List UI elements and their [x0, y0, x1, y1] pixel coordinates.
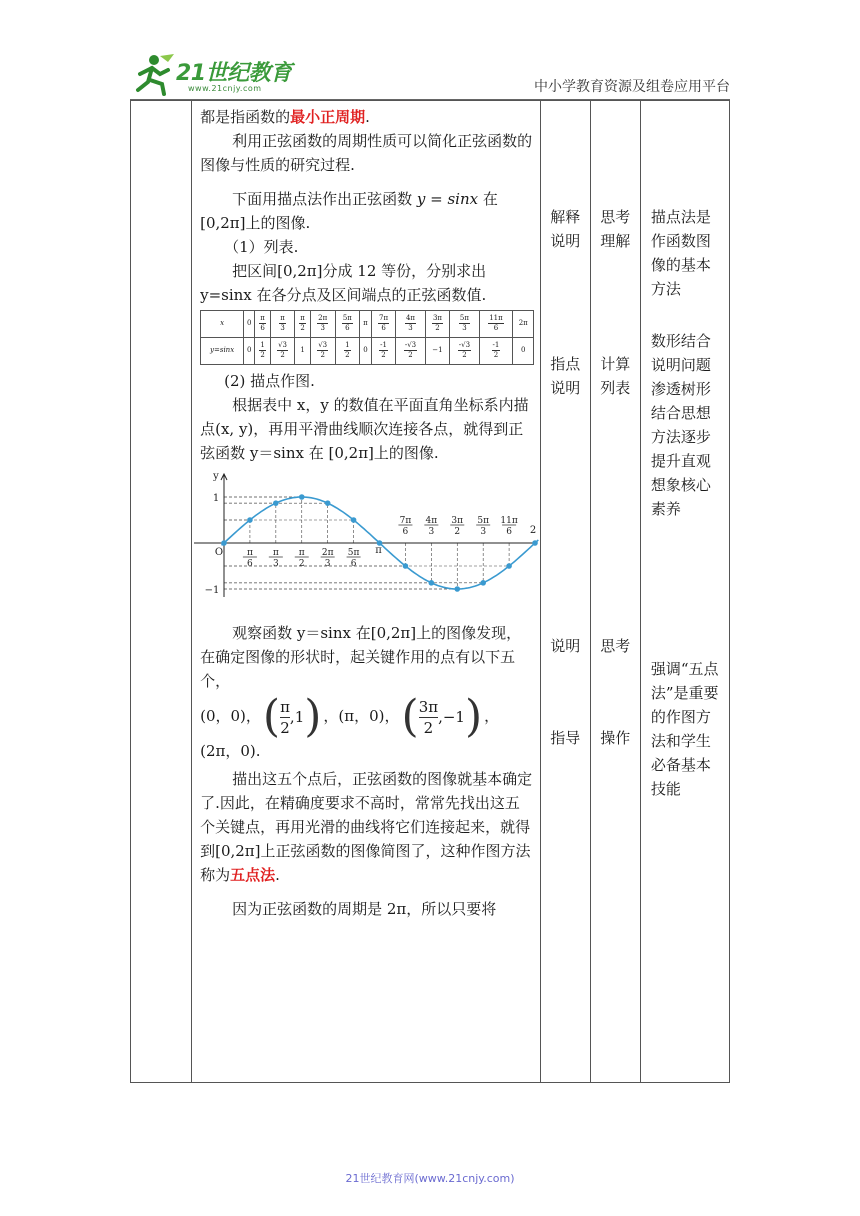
intent-note-3: 强调“五点法”是重要的作图方法和学生必备基本技能	[650, 660, 719, 798]
lesson-table	[130, 100, 730, 1083]
data-point	[273, 500, 279, 506]
x-tick-label: 5π	[477, 516, 490, 526]
data-point	[429, 580, 435, 586]
origin-label: O	[214, 547, 224, 558]
paragraph-2: 利用正弦函数的周期性质可以简化正弦函数的图像与性质的研究过程.	[200, 132, 533, 174]
table-cell-x: $\frac{3\pi}{2}$	[425, 311, 450, 338]
data-point	[455, 586, 461, 592]
table-cell-x: $\frac{5\pi}{3}$	[450, 311, 479, 338]
logo	[130, 52, 350, 98]
table-cell-x: $\frac{4\pi}{3}$	[396, 311, 425, 338]
x-tick-label: 6	[247, 559, 253, 569]
table-cell-x: $\frac{\pi}{6}$	[255, 311, 271, 338]
table-cell-y: $\frac{-1}{2}$	[371, 338, 396, 365]
y-tick-1: 1	[212, 493, 220, 504]
x-tick-label: 11π	[500, 516, 518, 526]
table-cell-y: −1	[425, 338, 450, 365]
data-point	[299, 494, 305, 500]
x-tick-label: 3	[480, 527, 487, 537]
table-cell-y: 0	[244, 338, 255, 365]
x-tick-label: 7π	[399, 516, 412, 526]
table-cell-y: $\frac{1}{2}$	[255, 338, 271, 365]
content-cell	[192, 101, 541, 1083]
table-cell-x: $\frac{11\pi}{6}$	[479, 311, 513, 338]
student-activity-cell	[590, 101, 640, 1083]
runner-logo-icon	[130, 52, 176, 96]
highlight-five-point-method: 五点法	[230, 866, 276, 884]
sine-graph	[194, 471, 537, 601]
paragraph-3: 下面用描点法作出正弦函数 y = sinx 在[0,2π]上的图像.	[200, 190, 498, 232]
page-header	[130, 52, 730, 98]
x-tick-label: 3π	[451, 516, 464, 526]
x-tick-end: 2	[529, 525, 537, 536]
x-tick-label: 2	[298, 559, 305, 569]
x-tick-label: π	[298, 548, 305, 558]
teacher-activity-1: 解释说明	[550, 208, 581, 250]
student-activity-2: 计算列表	[600, 355, 631, 397]
table-cell-y: 0	[360, 338, 371, 365]
teacher-activity-cell	[540, 101, 590, 1083]
intent-note-2: 数形结合说明问题渗透树形结合思想方法逐步提升直观想象核心素养	[650, 332, 711, 518]
table-cell-x: 2π	[513, 311, 534, 338]
table-cell-x: 0	[244, 311, 255, 338]
point-pi-over-2: ( π 2 ,1 )	[262, 691, 322, 742]
x-tick-label: 3	[428, 527, 435, 537]
paragraph-10: 因为正弦函数的周期是 2π，所以只要将	[232, 900, 497, 918]
table-header-x: x	[201, 311, 244, 338]
platform-name: 中小学教育资源及组卷应用平台	[534, 79, 730, 95]
table-cell-x: $\frac{5\pi}{6}$	[335, 311, 360, 338]
x-tick-pi: π	[375, 545, 382, 556]
page-footer: 21世纪教育网(www.21cnjy.com)	[345, 1172, 515, 1185]
data-point	[221, 540, 227, 546]
x-tick-label: 6	[350, 559, 357, 569]
step-2-heading: (2) 描点作图.	[224, 372, 315, 390]
table-cell-x: $\frac{\pi}{2}$	[295, 311, 311, 338]
table-header-y: y=sinx	[201, 338, 244, 365]
student-activity-1: 思考理解	[600, 208, 631, 250]
stage-cell	[131, 101, 192, 1083]
data-point	[403, 563, 409, 569]
x-tick-label: 6	[402, 527, 409, 537]
highlight-min-period: 最小正周期	[290, 108, 366, 126]
table-cell-y: $\frac{1}{2}$	[335, 338, 360, 365]
x-tick-label: 2π	[321, 548, 334, 558]
value-table	[200, 310, 534, 365]
data-point	[506, 563, 512, 569]
x-tick-label: 2	[454, 527, 461, 537]
student-activity-4: 操作	[600, 729, 631, 747]
logo-url: www.21cnjy.com	[188, 84, 262, 93]
x-tick-label: 6	[506, 527, 513, 537]
table-cell-y: 0	[513, 338, 534, 365]
table-cell-y: $\frac{-√3}{2}$	[396, 338, 425, 365]
table-cell-y: $\frac{-1}{2}$	[479, 338, 513, 365]
x-tick-label: 3	[324, 559, 331, 569]
paragraph-8: 观察函数 y＝sinx 在[0,2π]上的图像发现，在确定图像的形状时，起关键作用的点有以下五个，	[200, 624, 522, 690]
y-tick-minus-1: −1	[204, 585, 220, 596]
table-cell-y: $\frac{√3}{2}$	[310, 338, 335, 365]
paragraph-1: 都是指函数的最小正周期.	[200, 108, 370, 126]
table-cell-y: 1	[295, 338, 311, 365]
data-point	[480, 580, 486, 586]
step-1-heading: （1）列表.	[224, 238, 299, 256]
point-3pi-over-2: ( 3π 2 ,−1 )	[401, 691, 483, 742]
table-cell-x: π	[360, 311, 371, 338]
student-activity-3: 思考	[600, 637, 631, 655]
table-cell-x: $\frac{7\pi}{6}$	[371, 311, 396, 338]
intent-note-1: 描点法是作函数图像的基本方法	[650, 208, 711, 298]
teacher-activity-4: 指导	[550, 729, 581, 747]
logo-text: 21世纪教育	[176, 61, 292, 86]
teacher-activity-2: 指点说明	[550, 355, 581, 397]
x-tick-label: 4π	[425, 516, 438, 526]
design-intent-cell	[640, 101, 729, 1083]
x-tick-label: π	[247, 548, 253, 558]
x-tick-label: 3	[273, 559, 279, 569]
data-point	[532, 540, 538, 546]
data-point	[351, 517, 357, 523]
table-cell-y: $\frac{-√3}{2}$	[450, 338, 479, 365]
table-cell-y: $\frac{√3}{2}$	[270, 338, 294, 365]
five-points: (0，0)， ( π 2 ,1 ) ，(π，0)， ( 3π 2 ,−1 ) ，(2π，0).	[200, 691, 500, 760]
paragraph-5: 把区间[0,2π]分成 12 等份，分别求出y=sinx 在各分点及区间端点的正弦函数值.	[200, 262, 487, 304]
table-cell-x: $\frac{2\pi}{3}$	[310, 311, 335, 338]
y-axis-label: y	[213, 471, 219, 482]
x-tick-label: π	[272, 548, 279, 558]
teacher-activity-3: 说明	[550, 637, 581, 655]
table-cell-x: $\frac{\pi}{3}$	[270, 311, 294, 338]
data-point	[325, 500, 331, 506]
data-point	[247, 517, 253, 523]
paragraph-9: 描出这五个点后，正弦函数的图像就基本确定了.因此，在精确度要求不高时，常常先找出这五个关键点，再用光滑的曲线将它们连接起来，就得到[0,2π]上正弦函数的图像简图了，这种作图方法称为五点法.	[200, 770, 533, 884]
x-tick-label: 5π	[347, 548, 360, 558]
paragraph-7: 根据表中 x，y 的数值在平面直角坐标系内描点(x, y)，再用平滑曲线顺次连接各点，就得到正弦函数 y＝sinx 在 [0,2π]上的图像.	[200, 396, 529, 462]
